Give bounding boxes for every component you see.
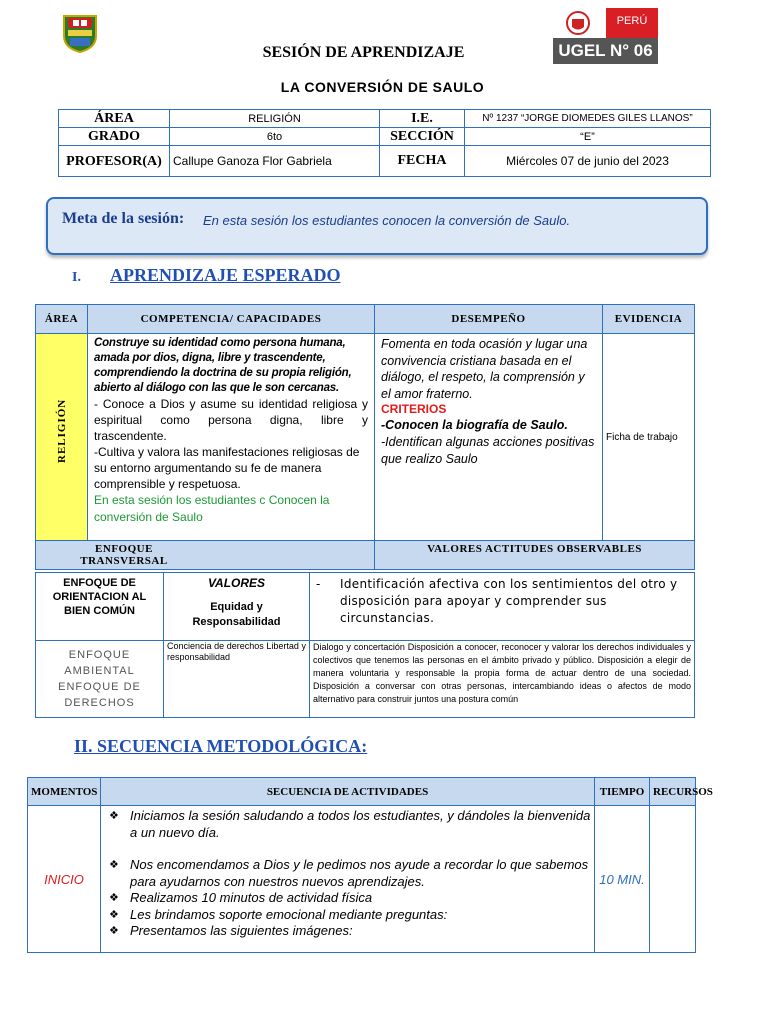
competencia-cell	[88, 334, 375, 541]
table-header-row	[28, 778, 696, 806]
column-header: MOMENTOS	[28, 778, 101, 806]
time-cell: 10 MIN.	[595, 806, 650, 953]
area-cell	[36, 334, 88, 541]
session-goal-box	[46, 197, 708, 255]
valores-value: Conciencia de derechos Libertad y responsabilidad	[164, 641, 310, 718]
competencia-text: Construye su identidad como persona humana, amada por dios, digna, libre y trascendente, comprendiendo la doctrina de su propia religión, abierto al diálogo con las que le son cercanas.	[94, 337, 352, 394]
list-item: ❖ Iniciamos la sesión saludando a todos los estudiantes, y dándoles la bienvenida a un nuevo día.	[104, 808, 591, 841]
column-header: COMPETENCIA/ CAPACIDADES	[88, 305, 375, 334]
column-header: DESEMPEÑO	[375, 305, 603, 334]
profesor-value: Callupe Ganoza Flor Gabriela	[170, 146, 380, 177]
column-header: TIEMPO	[595, 778, 650, 806]
learning-table	[35, 304, 695, 570]
table-row	[28, 806, 696, 953]
fecha-label: FECHA	[380, 146, 465, 177]
peru-label: PERÚ	[616, 15, 648, 27]
table-row	[36, 573, 695, 641]
moment-cell: INICIO	[28, 806, 101, 953]
seccion-label: SECCIÓN	[380, 128, 465, 146]
resources-cell	[650, 806, 696, 953]
session-goal-label: Meta de la sesión:	[62, 210, 185, 227]
info-row	[59, 110, 711, 128]
seccion-value: “E”	[465, 128, 711, 146]
table-row	[36, 334, 695, 541]
enfoque-table	[35, 572, 695, 718]
table-header-row	[36, 305, 695, 334]
table-row	[36, 641, 695, 718]
session-purpose-text: En esta sesión los estudiantes c Conocen la conversión de Saulo	[94, 493, 330, 524]
actitud-cell	[310, 573, 695, 641]
evidencia-cell: Ficha de trabajo	[603, 334, 695, 541]
column-header: ÁREA	[36, 305, 88, 334]
profesor-label: PROFESOR(A)	[59, 146, 170, 177]
valores-value: Equidad y Responsabilidad	[192, 601, 281, 628]
desempeno-cell	[375, 334, 603, 541]
enfoque-name: ENFOQUE DE ORIENTACION AL BIEN COMÚN	[36, 573, 164, 641]
info-row	[59, 128, 711, 146]
criterio-item: -Identifican algunas acciones positivas que realizo Saulo	[381, 435, 595, 466]
enfoque-header	[36, 541, 375, 570]
ugel-badge: UGEL N° 06	[553, 38, 658, 64]
column-header: SECUENCIA DE ACTIVIDADES	[101, 778, 595, 806]
column-header: RECURSOS	[650, 778, 696, 806]
dash-marker: -	[316, 577, 321, 591]
section-title: APRENDIZAJE ESPERADO	[110, 265, 341, 285]
list-item: ❖ Les brindamos soporte emocional mediante preguntas:	[104, 907, 591, 924]
grado-value: 6to	[170, 128, 380, 146]
grado-label: GRADO	[59, 128, 170, 146]
activities-list	[104, 808, 591, 940]
document-title: SESIÓN DE APRENDIZAJE	[262, 44, 465, 61]
list-item: ❖ Presentamos las siguientes imágenes:	[104, 923, 591, 940]
section-number: I.	[72, 270, 81, 285]
table-header-row	[36, 541, 695, 570]
section-title: II. SECUENCIA METODOLÓGICA:	[74, 736, 368, 756]
column-header: EVIDENCIA	[603, 305, 695, 334]
area-vertical-label: RELIGIÓN	[56, 398, 68, 463]
enfoque-name: ENFOQUE AMBIENTAL ENFOQUE DE DERECHOS	[36, 641, 164, 718]
peru-emblem	[562, 8, 658, 38]
area-label: ÁREA	[59, 110, 170, 128]
info-row	[59, 146, 711, 177]
desempeno-text: Fomenta en toda ocasión y lugar una convivencia cristiana basada en el diálogo, el respeto, la comprensión y el amor fraterno.	[381, 337, 588, 401]
enfoque-header-text: ENFOQUE TRANSVERSAL	[80, 543, 168, 567]
document-subtitle: LA CONVERSIÓN DE SAULO	[280, 79, 485, 95]
area-value: RELIGIÓN	[170, 110, 380, 128]
list-item: ❖ Realizamos 10 minutos de actividad física	[104, 890, 591, 907]
valores-header: VALORES ACTITUDES OBSERVABLES	[375, 541, 695, 570]
actitud-text: Dialogo y concertación Disposición a conocer, reconocer y valorar los derechos individuales y colectivos que tenemos las personas en el ámbito privado y público. Disposición a elegir de manera voluntaria y responsable la propia forma de actuar dentro de una sociedad. Disposición a conversar con otras personas, intercambiando ideas o afectos de modo alternativo para construir juntos una postura común	[310, 641, 695, 718]
capacidad-2: -Cultiva y valora las manifestaciones religiosas de su entorno argumentando su fe de manera comprensible y respetuosa.	[94, 445, 360, 491]
criterios-label: CRITERIOS	[381, 402, 447, 416]
actitud-text: Identificación afectiva con los sentimientos del otro y disposición para apoyar y comprender sus circunstancias.	[340, 577, 678, 625]
session-goal-text: En esta sesión los estudiantes conocen la conversión de Saulo.	[203, 213, 571, 228]
info-table	[58, 109, 711, 177]
capacidad-1: - Conoce a Dios y asume su identidad religiosa y espiritual como persona digna, libre y trascendente.	[94, 397, 368, 443]
ie-label: I.E.	[380, 110, 465, 128]
valores-label: VALORES	[207, 576, 266, 590]
sequence-table	[27, 777, 713, 953]
criterio-item: -Conocen la biografía de Saulo.	[381, 418, 568, 432]
fecha-value: Miércoles 07 de junio del 2023	[465, 146, 711, 177]
ie-value: Nº 1237 “JORGE DIOMEDES GILES LLANOS”	[465, 110, 711, 128]
activities-cell	[101, 806, 595, 953]
list-item: ❖ Nos encomendamos a Dios y le pedimos nos ayude a recordar lo que sabemos para ayudarnos con nuestros nuevos aprendizajes.	[104, 857, 591, 890]
valores-cell	[164, 573, 310, 641]
